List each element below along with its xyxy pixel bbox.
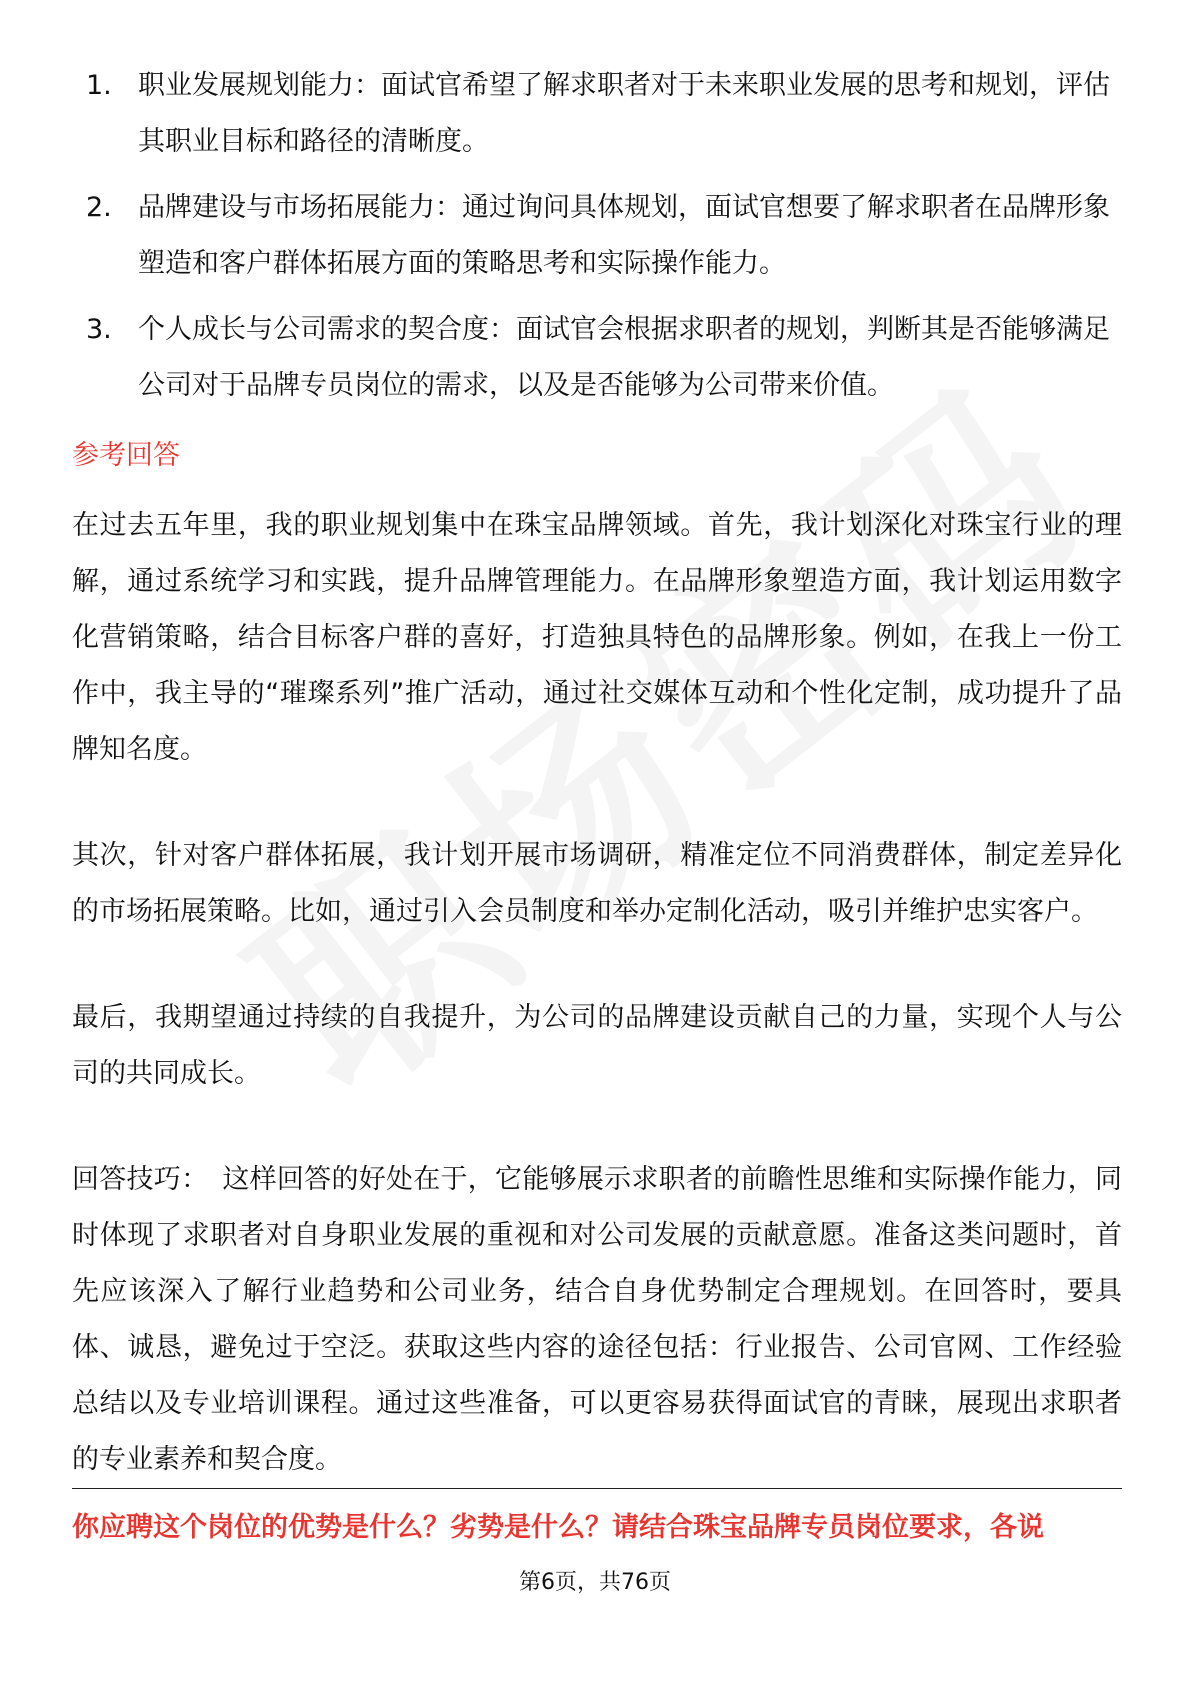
list-item <box>72 58 1122 170</box>
list-item-text: 个人成长与公司需求的契合度：面试官会根据求职者的规划，判断其是否能够满足公司对于品牌专员岗位的需求，以及是否能够为公司带来价值。 <box>138 314 1110 401</box>
answer-paragraph: 其次，针对客户群体拓展，我计划开展市场调研，精准定位不同消费群体，制定差异化的市场拓展策略。比如，通过引入会员制度和举办定制化活动，吸引并维护忠实客户。 <box>72 840 1122 927</box>
list-item-number: 3. <box>86 314 112 345</box>
section-divider <box>72 1488 1122 1489</box>
answer-tips-paragraph <box>72 1152 1122 1488</box>
list-item <box>72 180 1122 292</box>
next-question-heading: 你应聘这个岗位的优势是什么？劣势是什么？请结合珠宝品牌专员岗位要求，各说 <box>72 1512 1044 1543</box>
evaluation-points-list <box>72 58 1122 414</box>
list-item-number: 2. <box>86 192 112 223</box>
answer-paragraph: 在过去五年里，我的职业规划集中在珠宝品牌领域。首先，我计划深化对珠宝行业的理解，通过系统学习和实践，提升品牌管理能力。在品牌形象塑造方面，我计划运用数字化营销策略，结合目标客户群的喜好，打造独具特色的品牌形象。例如，在我上一份工作中，我主导的“璀璨系列”推广活动，通过社交媒体互动和个性化定制，成功提升了品牌知名度。 <box>72 510 1122 765</box>
reference-answer-heading: 参考回答 <box>72 440 180 471</box>
answer-tips-text: 这样回答的好处在于，它能够展示求职者的前瞻性思维和实际操作能力，同时体现了求职者对自身职业发展的重视和对公司发展的贡献意愿。准备这类问题时，首先应该深入了解行业趋势和公司业务，结合自身优势制定合理规划。在回答时，要具体、诚恳，避免过于空泛。获取这些内容的途径包括：行业报告、公司官网、工作经验总结以及专业培训课程。通过这些准备，可以更容易获得面试官的青睐，展现出求职者的专业素养和契合度。 <box>72 1164 1123 1475</box>
list-item-text: 职业发展规划能力：面试官希望了解求职者对于未来职业发展的思考和规划，评估其职业目标和路径的清晰度。 <box>138 70 1110 157</box>
page-content <box>72 58 1122 1538</box>
page-number-footer: 第6页，共76页 <box>519 1570 671 1595</box>
list-item-text: 品牌建设与市场拓展能力：通过询问具体规划，面试官想要了解求职者在品牌形象塑造和客户群体拓展方面的策略思考和实际操作能力。 <box>138 192 1110 279</box>
answer-tips-label: 回答技巧： <box>72 1164 209 1195</box>
answer-paragraph: 最后，我期望通过持续的自我提升，为公司的品牌建设贡献自己的力量，实现个人与公司的共同成长。 <box>72 1002 1122 1089</box>
list-item <box>72 302 1122 414</box>
list-item-number: 1. <box>86 70 112 101</box>
